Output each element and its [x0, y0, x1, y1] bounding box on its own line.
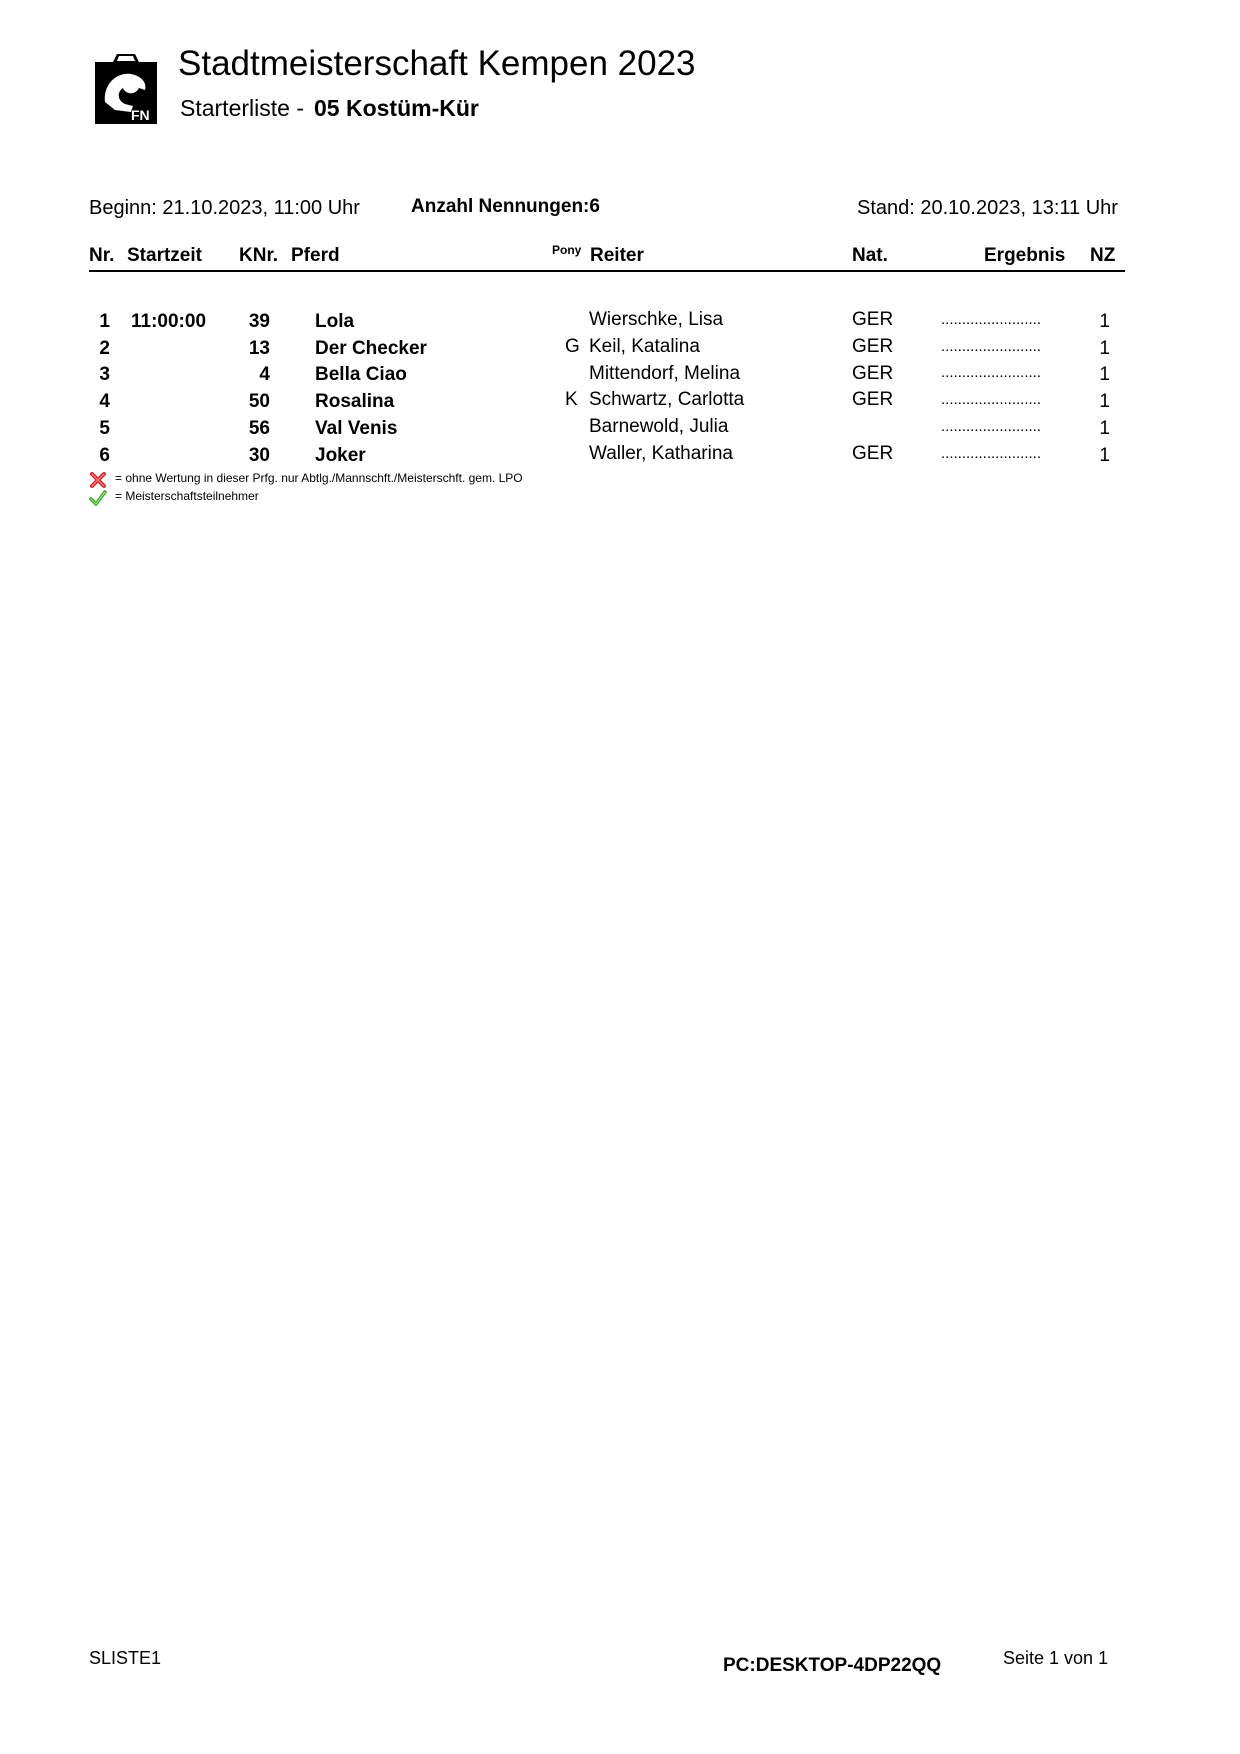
row-ergebnis: ........................ — [941, 418, 1042, 435]
report-id: SLISTE1 — [89, 1648, 162, 1668]
row-pony: G — [565, 336, 580, 357]
col-ergebnis: Ergebnis — [984, 245, 1066, 266]
row-nz: 1 — [1099, 418, 1110, 439]
row-ergebnis: ........................ — [941, 364, 1042, 381]
col-startzeit: Startzeit — [127, 245, 202, 266]
row-ergebnis: ........................ — [941, 311, 1042, 328]
col-reiter: Reiter — [590, 245, 644, 266]
row-nr: 5 — [99, 418, 110, 439]
col-nr: Nr. — [89, 245, 115, 266]
cross-icon — [89, 471, 107, 489]
pc-name: PC:DESKTOP-4DP22QQ — [723, 1655, 942, 1676]
row-knr: 4 — [259, 364, 270, 385]
row-ergebnis: ........................ — [941, 391, 1042, 408]
page-number: Seite 1 von 1 — [1003, 1648, 1109, 1668]
check-icon — [89, 490, 107, 506]
header-rule — [89, 270, 1125, 272]
row-nz: 1 — [1099, 311, 1110, 332]
row-pony: K — [565, 389, 578, 410]
row-startzeit: 11:00:00 — [131, 311, 207, 332]
col-nz: NZ — [1090, 245, 1116, 266]
row-ergebnis: ........................ — [941, 338, 1042, 355]
row-nr: 6 — [99, 445, 110, 466]
entries-count: Anzahl Nennungen:6 — [411, 196, 600, 217]
row-nat: GER — [852, 363, 894, 384]
row-pferd: Der Checker — [315, 338, 427, 359]
fn-logo-text: FN — [131, 107, 150, 123]
row-knr: 13 — [248, 338, 270, 359]
row-knr: 56 — [248, 418, 270, 439]
row-knr: 30 — [248, 445, 270, 466]
row-nz: 1 — [1099, 364, 1110, 385]
fn-logo — [95, 52, 157, 124]
row-reiter: Mittendorf, Melina — [589, 363, 741, 384]
row-reiter: Barnewold, Julia — [589, 416, 729, 437]
subtitle-label: Starterliste - — [180, 95, 304, 121]
row-nz: 1 — [1099, 338, 1110, 359]
row-nr: 1 — [99, 311, 110, 332]
row-nz: 1 — [1099, 445, 1110, 466]
col-knr: KNr. — [239, 245, 279, 266]
row-nat: GER — [852, 389, 894, 410]
col-nat: Nat. — [852, 245, 888, 266]
row-pferd: Lola — [315, 311, 355, 332]
row-nat: GER — [852, 336, 894, 357]
row-reiter: Schwartz, Carlotta — [589, 389, 745, 410]
page-subtitle — [180, 95, 479, 122]
row-nat: GER — [852, 309, 894, 330]
col-pony: Pony — [552, 243, 582, 257]
start-datetime: Beginn: 21.10.2023, 11:00 Uhr — [89, 197, 360, 219]
row-pferd: Val Venis — [315, 418, 398, 439]
legend-cross-text: = ohne Wertung in dieser Prfg. nur Abtlg./Mannschft./Meisterschft. gem. LPO — [115, 471, 523, 485]
row-pferd: Joker — [315, 445, 366, 466]
row-knr: 50 — [248, 391, 270, 412]
row-nr: 4 — [99, 391, 110, 412]
legend-check-text: = Meisterschaftsteilnehmer — [115, 489, 259, 503]
row-reiter: Keil, Katalina — [589, 336, 700, 357]
event-name: 05 Kostüm-Kür — [313, 95, 479, 121]
status-datetime: Stand: 20.10.2023, 13:11 Uhr — [857, 197, 1118, 219]
row-ergebnis: ........................ — [941, 445, 1042, 462]
row-nat: GER — [852, 443, 894, 464]
col-pferd: Pferd — [291, 245, 340, 266]
row-reiter: Wierschke, Lisa — [589, 309, 724, 330]
row-pferd: Rosalina — [315, 391, 395, 412]
row-knr: 39 — [248, 311, 270, 332]
page-title: Stadtmeisterschaft Kempen 2023 — [178, 44, 696, 83]
row-nz: 1 — [1099, 391, 1110, 412]
row-nr: 3 — [99, 364, 110, 385]
row-nr: 2 — [99, 338, 110, 359]
row-pferd: Bella Ciao — [315, 364, 407, 385]
row-reiter: Waller, Katharina — [589, 443, 733, 464]
